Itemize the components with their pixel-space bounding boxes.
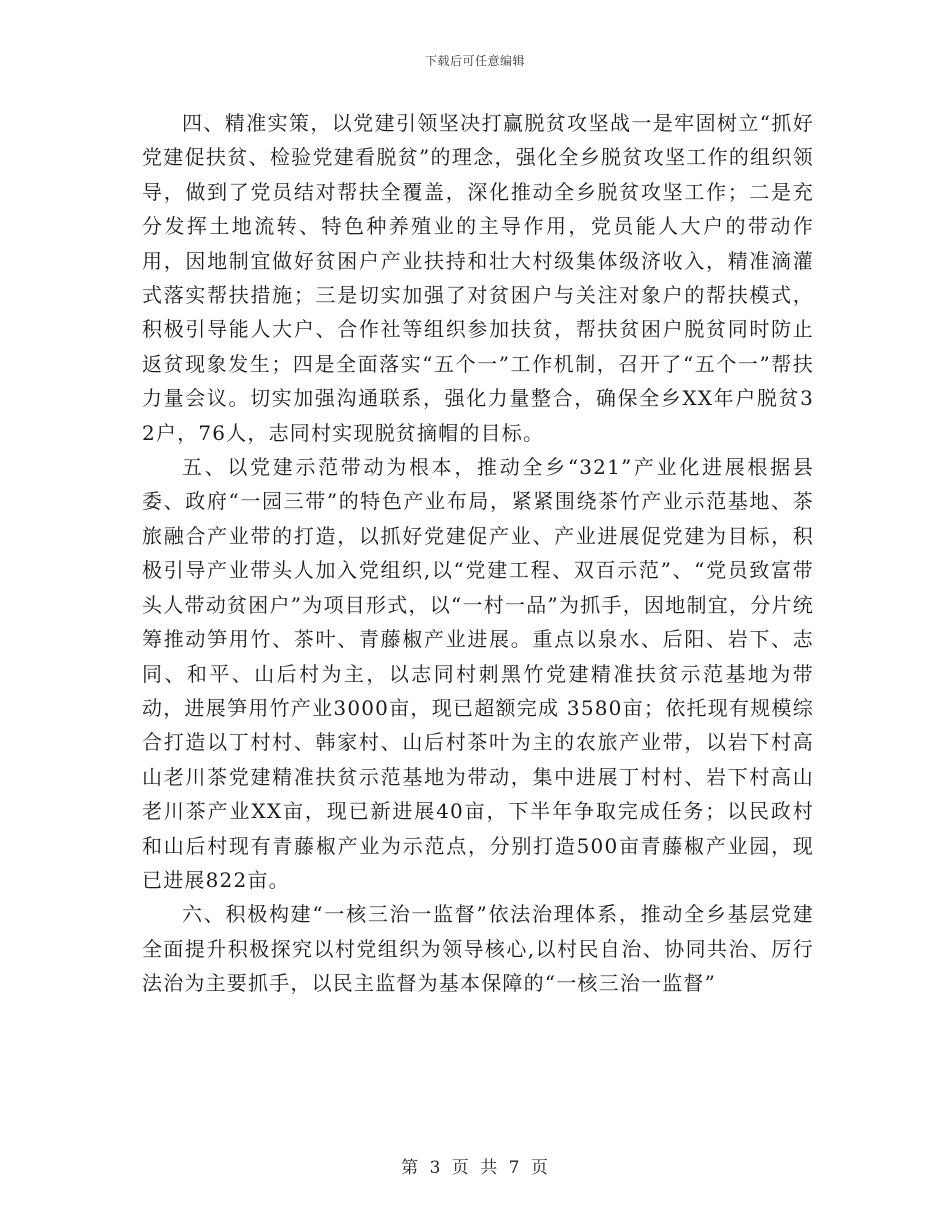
paragraph-six: 六、积极构建“一核三治一监督”依法治理体系，推动全乡基层党建全面提升积极探究以村党组织为领导核心,以村民自治、协同共治、厉行法治为主要抓手，以民主监督为基本保障的“一核三治一监督” bbox=[142, 902, 814, 996]
paragraph-four: 四、精准实策，以党建引领坚决打赢脱贫攻坚战一是牢固树立“抓好党建促扶贫、检验党建看脱贫”的理念，强化全乡脱贫攻坚工作的组织领导，做到了党员结对帮扶全覆盖，深化推动全乡脱贫攻坚工作；二是充分发挥土地流转、特色种养殖业的主导作用，党员能人大户的带动作用，因地制宜做好贫困户产业扶持和壮大村级集体级济收入，精准滴灌式落实帮扶措施；三是切实加强了对贫困户与关注对象户的帮扶模式，积极引导能人大户、合作社等组织参加扶贫，帮扶贫困户脱贫同时防止返贫现象发生；四是全面落实“五个一”工作机制，召开了“五个一”帮扶力量会议。切实加强沟通联系，强化力量整合，确保全乡XX年户脱贫32户，76人，志同村实现脱贫摘帽的目标。 bbox=[142, 111, 814, 445]
document-body bbox=[142, 106, 814, 1001]
paragraph-five: 五、以党建示范带动为根本，推动全乡“321”产业化进展根据县委、政府“一园三带”的特色产业布局，紧紧围绕茶竹产业示范基地、茶旅融合产业带的打造，以抓好党建促产业、产业进展促党建为目标，积极引导产业带头人加入党组织,以“党建工程、双百示范”、“党员致富带头人带动贫困户”为项目形式，以“一村一品”为抓手，因地制宜，分片统筹推动笋用竹、茶叶、青藤椒产业进展。重点以泉水、后阳、岩下、志同、和平、山后村为主，以志同村刺黑竹党建精准扶贫示范基地为带动，进展笋用竹产业3000亩，现已超额完成 3580亩；依托现有规模综合打造以丁村村、韩家村、山后村茶叶为主的农旅产业带，以岩下村高山老川茶党建精准扶贫示范基地为带动，集中进展丁村村、岩下村高山老川茶产业XX亩，现已新进展40亩，下半年争取完成任务；以民政村和山后村现有青藤椒产业为示范点，分别打造500亩青藤椒产业园，现已进展822亩。 bbox=[142, 455, 814, 892]
page-number-footer: 第 3 页 共 7 页 bbox=[401, 1158, 549, 1178]
page-header-note: 下载后可任意编辑 bbox=[424, 54, 525, 68]
